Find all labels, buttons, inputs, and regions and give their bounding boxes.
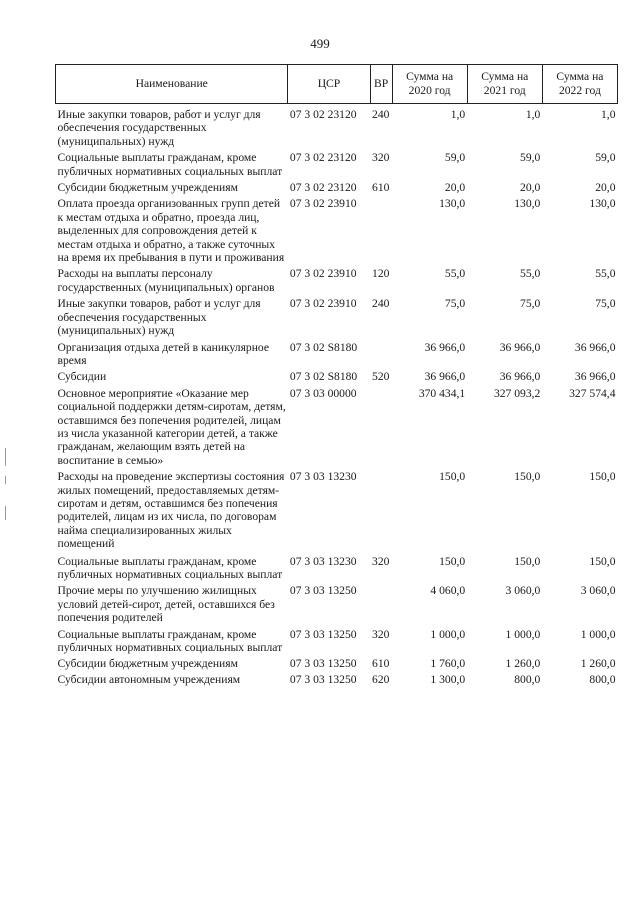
row-sum-2020: 1,0	[450, 108, 466, 121]
row-vr	[370, 194, 392, 264]
table-row	[56, 104, 618, 149]
row-csr: 07 3 02 S8180	[289, 370, 358, 384]
row-sum-2021: 130,0	[514, 197, 541, 211]
table-row	[56, 367, 618, 383]
page-number: 499	[310, 36, 330, 51]
row-name: Основное мероприятие «Оказание мер социальной поддержки детям-сиротам, детям, оставшимся без попечения родителей, лицам из числа указанной категории детей, а также гражданам, желающим взять детей на воспитание в семью»	[57, 386, 286, 467]
row-csr: 07 3 03 13230	[289, 470, 357, 484]
table-row	[56, 467, 618, 550]
row-name: Расходы на выплаты персоналу государственных (муниципальных) органов	[57, 267, 275, 294]
table-row	[56, 194, 618, 264]
row-name: Субсидии бюджетным учреждениям	[57, 181, 238, 195]
row-sum-2022: 59,0	[595, 151, 616, 165]
row-vr	[370, 581, 392, 624]
row-sum-2021: 75,0	[520, 297, 541, 311]
row-vr	[370, 467, 392, 550]
table-row	[56, 148, 618, 178]
margin-marks	[2, 448, 10, 548]
row-sum-2022: 1 000,0	[580, 627, 616, 641]
row-sum-2020: 36 966,0	[424, 370, 466, 384]
row-sum-2020: 4 060,0	[430, 584, 466, 598]
row-name: Расходы на проведение экспертизы состояния жилых помещений, предоставляемых детям-сиротам и детям, оставшимся без попечения родителей, лицам из их числа, по договорам найма специализированных жилых помещений	[57, 470, 285, 551]
table-row	[56, 671, 618, 686]
table-row	[56, 654, 618, 670]
row-csr: 07 3 02 23910	[289, 297, 357, 311]
row-vr: 120	[372, 267, 390, 281]
row-sum-2020: 150,0	[439, 470, 466, 484]
row-sum-2022: 150,0	[589, 470, 616, 484]
row-csr: 07 3 03 13250	[289, 627, 357, 641]
row-name: Социальные выплаты гражданам, кроме публичных нормативных социальных выплат	[57, 554, 283, 581]
row-vr	[370, 338, 392, 368]
row-sum-2020: 1 300,0	[430, 672, 466, 686]
row-sum-2022: 20,0	[595, 181, 616, 195]
row-vr: 240	[372, 297, 390, 311]
row-sum-2020: 130,0	[439, 197, 466, 211]
row-sum-2022: 3 060,0	[580, 584, 616, 598]
row-csr: 07 3 02 23120	[289, 181, 357, 195]
row-sum-2021: 3 060,0	[505, 584, 541, 598]
row-vr: 620	[372, 672, 390, 686]
row-sum-2021: 1,0	[525, 108, 541, 121]
row-sum-2021: 55,0	[520, 267, 541, 281]
row-sum-2022: 1 260,0	[580, 657, 616, 671]
row-sum-2021: 150,0	[514, 554, 541, 568]
row-csr: 07 3 02 S8180	[289, 340, 358, 354]
row-sum-2022: 36 966,0	[574, 340, 616, 354]
row-sum-2021: 36 966,0	[499, 370, 541, 384]
row-sum-2022: 800,0	[589, 672, 616, 686]
header-csr: ЦСР	[288, 65, 370, 104]
row-csr: 07 3 02 23120	[289, 108, 357, 121]
row-sum-2020: 150,0	[439, 554, 466, 568]
row-name: Социальные выплаты гражданам, кроме публичных нормативных социальных выплат	[57, 151, 283, 178]
row-sum-2020: 55,0	[444, 267, 466, 281]
row-csr: 07 3 03 00000	[289, 386, 357, 400]
row-vr: 240	[372, 108, 390, 121]
row-vr: 610	[372, 181, 390, 195]
row-csr: 07 3 02 23910	[289, 197, 357, 211]
row-sum-2021: 59,0	[520, 151, 541, 165]
table-row	[56, 264, 618, 294]
row-csr: 07 3 03 13250	[289, 657, 357, 671]
row-vr: 320	[372, 554, 390, 568]
row-name: Прочие меры по улучшению жилищных условий детей-сирот, детей, оставшихся без попечения родителей	[57, 584, 275, 625]
row-name: Субсидии	[57, 370, 107, 384]
header-2022: Сумма на 2022 год	[542, 65, 617, 104]
row-name: Оплата проезда организованных групп детей к местам отдыха и обратно, проезда лиц, выделенных для сопровождения детей к местам отдыха и обратно, а также суточных на время их пребывания в пути и проживания	[57, 197, 285, 265]
row-sum-2022: 327 574,4	[569, 386, 616, 400]
row-sum-2021: 800,0	[514, 672, 541, 686]
row-sum-2021: 1 000,0	[505, 627, 541, 641]
row-vr: 520	[372, 370, 390, 384]
row-csr: 07 3 02 23910	[289, 267, 357, 281]
row-name: Субсидии бюджетным учреждениям	[57, 657, 238, 671]
row-vr: 320	[372, 151, 390, 165]
row-sum-2020: 59,0	[444, 151, 466, 165]
row-sum-2021: 20,0	[520, 181, 541, 195]
table-row	[56, 178, 618, 194]
row-sum-2022: 1,0	[601, 108, 616, 121]
row-sum-2021: 1 260,0	[505, 657, 541, 671]
row-name: Организация отдыха детей в каникулярное время	[57, 340, 269, 367]
row-sum-2020: 75,0	[444, 297, 466, 311]
row-sum-2022: 36 966,0	[574, 370, 616, 384]
table-row	[56, 551, 618, 582]
row-name: Субсидии автономным учреждениям	[57, 672, 241, 686]
row-sum-2021: 327 093,2	[493, 386, 541, 400]
row-vr: 320	[372, 627, 390, 641]
row-sum-2022: 150,0	[589, 554, 616, 568]
row-csr: 07 3 03 13250	[289, 672, 357, 686]
header-2021: Сумма на 2021 год	[467, 65, 542, 104]
row-name: Иные закупки товаров, работ и услуг для обеспечения государственных (муниципальных) нужд	[57, 108, 261, 148]
table-header-row	[56, 65, 618, 104]
row-sum-2022: 130,0	[589, 197, 616, 211]
row-sum-2020: 1 000,0	[430, 627, 466, 641]
row-csr: 07 3 03 13230	[289, 554, 357, 568]
row-sum-2020: 36 966,0	[424, 340, 466, 354]
row-sum-2020: 20,0	[444, 181, 466, 195]
row-csr: 07 3 03 13250	[289, 584, 357, 598]
row-sum-2021: 36 966,0	[499, 340, 541, 354]
row-vr	[370, 384, 392, 467]
row-csr: 07 3 02 23120	[289, 151, 357, 165]
row-sum-2022: 75,0	[595, 297, 616, 311]
table-row	[56, 581, 618, 624]
table-row	[56, 384, 618, 467]
table-row	[56, 338, 618, 368]
row-sum-2021: 150,0	[514, 470, 541, 484]
table-body	[56, 104, 618, 687]
row-sum-2020: 370 434,1	[418, 386, 466, 400]
budget-table	[55, 64, 618, 686]
row-sum-2020: 1 760,0	[430, 657, 466, 671]
row-sum-2022: 55,0	[595, 267, 616, 281]
table-row	[56, 625, 618, 655]
row-vr: 610	[372, 657, 390, 671]
table-row	[56, 294, 618, 337]
header-2020: Сумма на 2020 год	[392, 65, 467, 104]
row-name: Социальные выплаты гражданам, кроме публичных нормативных социальных выплат	[57, 627, 283, 655]
header-name: Наименование	[56, 65, 288, 104]
row-name: Иные закупки товаров, работ и услуг для обеспечения государственных (муниципальных) нужд	[57, 297, 261, 338]
header-vr: ВР	[370, 65, 392, 104]
